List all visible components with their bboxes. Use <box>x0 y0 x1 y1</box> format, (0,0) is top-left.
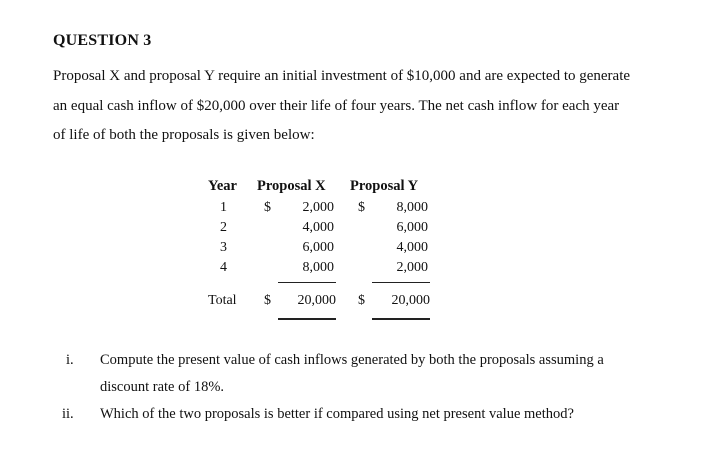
total-rule-y <box>372 318 430 320</box>
row-x-currency: $ <box>264 200 271 215</box>
total-y-value: 20,000 <box>391 293 430 308</box>
row-y-currency: $ <box>358 200 365 215</box>
total-rule-x <box>278 318 336 320</box>
row-year: 1 <box>220 200 227 215</box>
row-x-value: 2,000 <box>302 200 334 215</box>
header-year: Year <box>208 178 237 194</box>
total-x-currency: $ <box>264 293 271 308</box>
row-y-value: 4,000 <box>396 240 428 255</box>
row-y-value: 8,000 <box>396 200 428 215</box>
subtotal-rule-y <box>372 282 430 283</box>
task-marker: i. <box>66 352 74 368</box>
task-text: Which of the two proposals is better if compared using net present value method? <box>100 406 574 422</box>
row-y-value: 6,000 <box>396 220 428 235</box>
question-heading: QUESTION 3 <box>53 32 152 49</box>
row-y-value: 2,000 <box>396 260 428 275</box>
row-x-value: 6,000 <box>302 240 334 255</box>
total-x-value: 20,000 <box>297 293 336 308</box>
intro-line: of life of both the proposals is given below: <box>53 127 315 143</box>
intro-line: an equal cash inflow of $20,000 over their life of four years. The net cash inflow for each year <box>53 97 620 114</box>
task-marker: ii. <box>62 406 74 422</box>
task-text: Compute the present value of cash inflows generated by both the proposals assuming a <box>100 352 604 368</box>
total-y-currency: $ <box>358 293 365 308</box>
row-x-value: 4,000 <box>302 220 334 235</box>
header-proposal-y: Proposal Y <box>350 178 419 194</box>
task-text: discount rate of 18%. <box>100 379 225 395</box>
subtotal-rule-x <box>278 282 336 283</box>
header-proposal-x: Proposal X <box>257 178 326 194</box>
row-year: 2 <box>220 220 227 235</box>
total-label: Total <box>208 293 237 308</box>
row-year: 4 <box>220 260 227 275</box>
row-x-value: 8,000 <box>302 260 334 275</box>
row-year: 3 <box>220 240 227 255</box>
intro-line: Proposal X and proposal Y require an initial investment of $10,000 and are expected to generate <box>53 68 631 84</box>
